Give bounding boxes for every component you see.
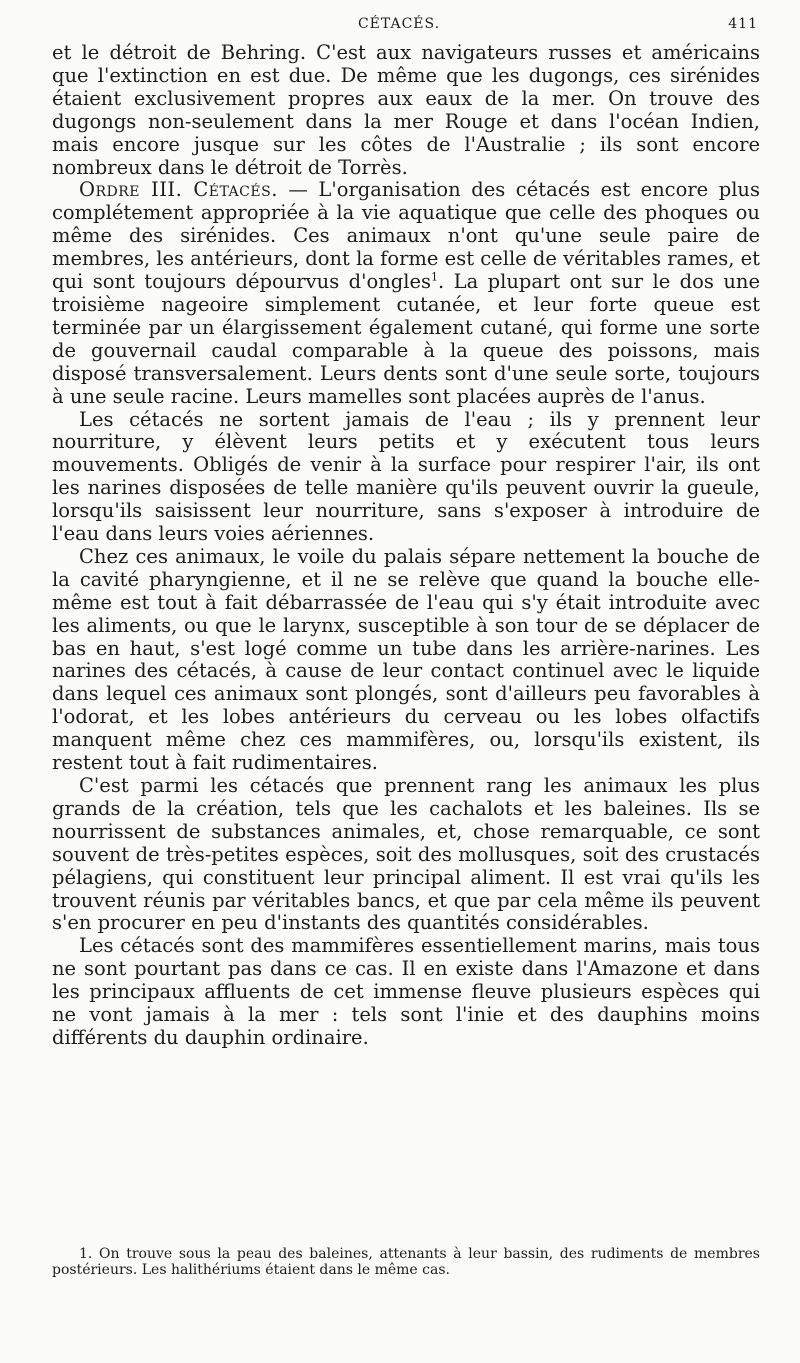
running-head	[40, 16, 758, 36]
paragraph-4: Chez ces animaux, le voile du palais sépare nettement la bouche de la cavité pharyngienne, et il ne se relève que quand la bouche elle-même est tout à fait débarrassée de l'eau qui s'y était introduite avec les aliments, ou que le larynx, susceptible à son tour de se déplacer de bas en haut, s'est logé comme un tube dans les arrière-narines. Les narines des cétacés, à cause de leur contact continuel avec le liquide dans lequel ces animaux sont plongés, sont d'ailleurs peu favorables à l'odorat, et les lobes antérieurs du cerveau ou les lobes olfactifs manquent même chez ces mammifères, ou, lorsqu'ils existent, ils restent tout à fait rudimentaires.	[52, 544, 760, 775]
paragraph-2-text-b: . La plupart ont sur le dos une troisième nageoire simplement cutanée, et leur forte queue est terminée par un élargissement également cutané, qui forme une sorte de gouvernail caudal comparable à la queue des poissons, mais disposé transversalement. Leurs dents sont d'une seule sorte, toujours à une seule racine. Leurs mamelles sont placées auprès de l'anus.	[52, 270, 760, 408]
page-number: 411	[728, 16, 758, 32]
footnote-marker: 1	[431, 270, 439, 284]
running-head-title: CÉTACÉS.	[357, 16, 441, 32]
main-text	[52, 42, 760, 1050]
paragraph-2-text-a: — L'organisation des cétacés est encore plus complétement appropriée à la vie aquatique que celle des phoques ou même des sirénides. Ces animaux n'ont qu'une seule paire de membres, les antérieurs, dont la forme est celle de véritables rames, et qui sont toujours dépourvus d'ongles	[52, 178, 760, 294]
paragraph-6: Les cétacés sont des mammifères essentiellement marins, mais tous ne sont pourtant pas dans ce cas. Il en existe dans l'Amazone et dans les principaux affluents de cet immense fleuve plusieurs espèces qui ne vont jamais à la mer : tels sont l'inie et des dauphins moins différents du dauphin ordinaire.	[52, 934, 760, 1049]
paragraph-1: et le détroit de Behring. C'est aux navigateurs russes et américains que l'extinction en est due. De même que les dugongs, ces sirénides étaient exclusivement propres aux eaux de la mer. On trouve des dugongs non-seulement dans la mer Rouge et dans l'océan Indien, mais encore jusque sur les côtes de l'Australie ; ils sont encore nombreux dans le détroit de Torrès.	[52, 41, 760, 179]
paragraph-5: C'est parmi les cétacés que prennent rang les animaux les plus grands de la création, tels que les cachalots et les baleines. Ils se nourrissent de substances animales, et, chose remarquable, ce sont souvent de très-petites espèces, soit des mollusques, soit des crustacés pélagiens, qui constituent leur principal aliment. Il est vrai qu'ils les trouvent réunis par véritables bancs, et que par cela même ils peuvent s'en procurer en peu d'instants des quantités considérables.	[52, 774, 760, 935]
paragraph-3: Les cétacés ne sortent jamais de l'eau ; ils y prennent leur nourriture, y élèvent leurs petits et y exécutent tous leurs mouvements. Obligés de venir à la surface pour respirer l'air, ils ont les narines disposées de telle manière qu'ils peuvent ouvrir la gueule, lorsqu'ils saisissent leur nourriture, sans s'exposer à introduire de l'eau dans leurs voies aériennes.	[52, 407, 760, 546]
paragraph-2	[52, 179, 760, 408]
footnote: 1. On trouve sous la peau des baleines, attenants à leur bassin, des rudiments de membres postérieurs. Les halithériums étaient dans le même cas.	[52, 1246, 760, 1278]
section-heading-cetaces: Ordre III. Cétacés.	[79, 178, 278, 202]
